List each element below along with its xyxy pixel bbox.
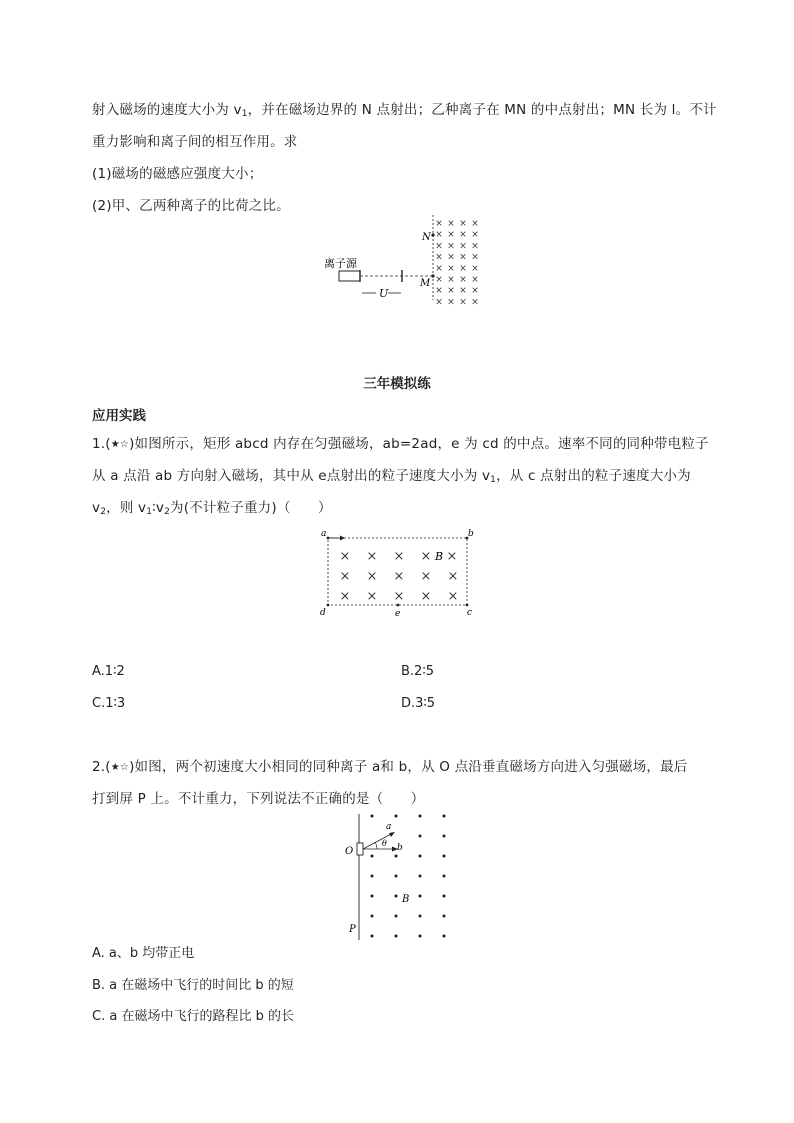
field-cross-mark: × (471, 286, 479, 297)
q1-line-1 (92, 434, 709, 455)
field-cross-mark: × (447, 286, 455, 297)
arrowhead-a (389, 832, 395, 837)
field-cross-mark: × (459, 219, 467, 229)
field-dot (443, 835, 446, 838)
field-cross-mark: × (435, 286, 443, 297)
velocity-a (363, 833, 393, 849)
field-dots-out-of-page (371, 815, 446, 938)
q2-number: 2.( (92, 759, 111, 775)
label-field-b: B (435, 550, 444, 563)
field-cross-mark: × (459, 252, 467, 263)
field-cross-mark: × (435, 219, 443, 229)
q1-line-3 (92, 498, 332, 522)
ion-source-box (339, 271, 360, 281)
field-cross-mark: × (447, 252, 455, 263)
q1-option-d[interactable]: D.3∶5 (401, 696, 436, 711)
field-cross-mark: × (459, 230, 467, 241)
field-dot (419, 815, 422, 818)
point-a (327, 537, 330, 540)
field-cross-mark: × (366, 569, 378, 584)
field-cross-mark: × (447, 241, 455, 252)
m-label: M (420, 278, 431, 289)
q2-line-1 (92, 757, 688, 778)
field-dot (395, 915, 398, 918)
q2-text-1: )如图，两个初速度大小相同的同种离子 a和 b，从 O 点沿垂直磁场方向进入匀强磁场，最后 (129, 759, 688, 775)
field-cross-mark: × (459, 263, 467, 274)
q2-option-a[interactable]: A. a、b 均带正电 (92, 946, 195, 961)
field-cross-mark: × (447, 589, 459, 604)
field-cross-mark: × (339, 589, 351, 604)
field-dot (371, 815, 374, 818)
point-c (466, 604, 469, 607)
field-dot (371, 895, 374, 898)
q1-option-b[interactable]: B.2∶5 (401, 664, 434, 679)
field-cross-mark: × (393, 569, 405, 584)
q1-option-a[interactable]: A.1∶2 (92, 664, 125, 679)
q1-line-2 (92, 466, 691, 490)
field-cross-mark: × (435, 252, 443, 263)
prev-line-1b: ，并在磁场边界的 N 点射出；乙种离子在 MN 的中点射出；MN 长为 l。不计 (247, 102, 717, 118)
field-cross-mark: × (366, 549, 378, 564)
label-p: P (349, 924, 356, 935)
q1-text-2a: 从 a 点沿 ab 方向射入磁场，其中从 e点射出的粒子速度大小为 v (92, 468, 491, 484)
field-dot (371, 855, 374, 858)
field-cross-mark: × (447, 263, 455, 274)
q1-option-c[interactable]: C.1∶3 (92, 696, 126, 711)
field-cross-mark: × (471, 275, 479, 285)
q1-text-3d: 为(不计粒子重力)（ ） (170, 500, 332, 516)
prev-line-1a: 射入磁场的速度大小为 v (92, 102, 242, 118)
prev-question-2: (2)甲、乙两种离子的比荷之比。 (92, 198, 290, 214)
n-label: N (422, 232, 431, 243)
field-cross-mark: × (447, 230, 455, 241)
section-title: 三年模拟练 (363, 376, 431, 392)
field-cross-mark: × (471, 297, 479, 308)
field-dot (443, 895, 446, 898)
prev-question-1: (1)磁场的磁感应强度大小； (92, 166, 263, 182)
magnetic-field-crosses (435, 219, 479, 307)
difficulty-star-icon: ★☆ (110, 439, 130, 450)
label-a: a (386, 822, 392, 832)
field-dot (371, 915, 374, 918)
entry-arrowhead (340, 536, 345, 541)
q1-text-3b: ，则 v (106, 500, 147, 516)
q2-line-2: 打到屏 P 上。不计重力，下列说法不正确的是（ ） (92, 791, 425, 807)
label-e: e (395, 609, 401, 619)
field-dot (371, 935, 374, 938)
label-field-b: B (402, 894, 410, 905)
q1-sub-4: 2 (164, 507, 171, 517)
field-dot (419, 915, 422, 918)
field-cross-mark: × (459, 286, 467, 297)
label-d: d (320, 608, 326, 618)
label-a: a (321, 529, 327, 539)
label-b: b (397, 843, 403, 853)
field-dot (419, 835, 422, 838)
field-cross-mark: × (435, 297, 443, 308)
q1-sub-1: 1 (490, 475, 497, 485)
ion-source-figure (318, 215, 479, 308)
field-cross-mark: × (447, 219, 455, 229)
theta-arc (375, 842, 377, 849)
q2-option-b[interactable]: B. a 在磁场中飞行的时间比 b 的短 (92, 978, 294, 993)
field-dot (371, 875, 374, 878)
q1-text-1: )如图所示，矩形 abcd 内存在匀强磁场，ab=2ad，e 为 cd 的中点。速率不同的同种带电粒子 (129, 436, 709, 452)
field-dot (395, 935, 398, 938)
field-dot (419, 935, 422, 938)
field-cross-mark: × (471, 252, 479, 263)
prev-line-1 (92, 100, 717, 124)
field-cross-mark: × (366, 589, 378, 604)
field-dot (443, 915, 446, 918)
field-dot (443, 875, 446, 878)
label-theta: θ (382, 839, 387, 848)
q1-number: 1.( (92, 436, 111, 452)
field-cross-mark: × (435, 230, 443, 241)
field-dot (443, 815, 446, 818)
field-cross-mark: × (459, 241, 467, 252)
field-cross-mark: × (459, 297, 467, 308)
field-cross-mark: × (339, 569, 351, 584)
prev-line-1-sub: 1 (241, 109, 248, 119)
voltage-label: U (379, 287, 389, 300)
field-dot (395, 815, 398, 818)
prev-line-2: 重力影响和离子间的相互作用。求 (92, 134, 298, 150)
field-cross-mark: × (435, 241, 443, 252)
point-d (327, 604, 330, 607)
field-cross-mark: × (471, 263, 479, 274)
field-cross-mark: × (393, 589, 405, 604)
point-n (431, 233, 434, 236)
point-o-emitter (357, 843, 363, 855)
field-dot (443, 855, 446, 858)
field-cross-mark: × (393, 549, 405, 564)
field-cross-mark: × (446, 549, 458, 564)
field-cross-mark: × (447, 569, 459, 584)
ion-source-label: 离子源 (324, 257, 357, 270)
label-b: b (468, 529, 474, 539)
rectangle-field-figure (315, 525, 485, 620)
q1-sub-3: 1 (146, 507, 153, 517)
field-cross-mark: × (471, 241, 479, 252)
field-cross-mark: × (420, 569, 432, 584)
q1-text-2b: ，从 c 点射出的粒子速度大小为 (496, 468, 691, 484)
field-dot (419, 895, 422, 898)
screen-field-figure (340, 810, 460, 942)
q1-sub-2: 2 (100, 507, 107, 517)
field-cross-mark: × (447, 297, 455, 308)
q1-text-3c: ∶v (152, 500, 165, 516)
q1-text-3a: v (92, 500, 101, 516)
field-dot (395, 895, 398, 898)
field-dot (419, 875, 422, 878)
field-cross-mark: × (420, 549, 432, 564)
point-m (431, 274, 434, 277)
field-dot (395, 855, 398, 858)
field-dot (419, 855, 422, 858)
field-cross-mark: × (435, 263, 443, 274)
field-dot (395, 875, 398, 878)
q2-option-c[interactable]: C. a 在磁场中飞行的路程比 b 的长 (92, 1009, 294, 1024)
field-cross-mark: × (447, 275, 455, 285)
field-dot (443, 935, 446, 938)
label-c: c (467, 608, 473, 618)
field-cross-mark: × (471, 219, 479, 229)
field-cross-mark: × (420, 589, 432, 604)
difficulty-star-icon: ★☆ (110, 762, 130, 773)
field-cross-mark: × (471, 230, 479, 241)
subsection-title: 应用实践 (92, 408, 146, 424)
field-cross-mark: × (435, 275, 443, 285)
point-e (397, 604, 400, 607)
field-cross-mark: × (339, 549, 351, 564)
field-cross-mark: × (459, 275, 467, 285)
label-o: O (345, 846, 354, 857)
